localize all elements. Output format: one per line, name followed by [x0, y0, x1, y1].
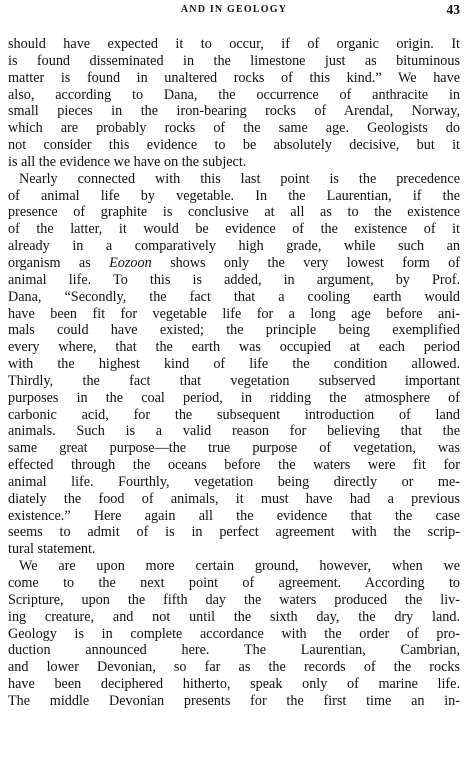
text-line: is all the evidence we have on the subject. — [8, 153, 247, 170]
text-line: of the latter, it would be evidence of the existence of it — [8, 221, 460, 238]
text-line: Nearly connected with this last point is the precedence — [19, 170, 460, 187]
text-line: Thirdly, the fact that vegetation subserved important — [8, 372, 460, 389]
body-text — [8, 36, 460, 710]
text-line: of animal life by vegetable. In the Laurentian, if the — [8, 187, 460, 204]
text-line: small pieces in the iron-bearing rocks of Arendal, Norway, — [8, 103, 460, 120]
text-line: carbonic acid, for the subsequent introduction of land — [8, 406, 460, 423]
text-line: Geology is in complete accordance with the order of pro- — [8, 625, 460, 642]
text-line: which are probably rocks of the same age. Geologists do — [8, 120, 460, 137]
text-line: existence.” Here again all the evidence that the case — [8, 507, 460, 524]
text-line: also, according to Dana, the occurrence of anthracite in — [8, 86, 460, 103]
text-line: matter is found in unaltered rocks of this kind.” We have — [8, 69, 460, 86]
text-line: and lower Devonian, so far as the records of the rocks — [8, 659, 460, 676]
text-line: not consider this evidence to be absolutely decisive, but it — [8, 137, 460, 154]
text-line: mals could have existed; the principle being exemplified — [8, 322, 460, 339]
text-line: seems to admit of is in perfect agreement with the scrip- — [8, 524, 460, 541]
text-line: We are upon more certain ground, however, when we — [19, 558, 460, 575]
italic-genus-name: Eozoon — [109, 254, 152, 271]
paragraph-2 — [8, 171, 460, 558]
text-line: should have expected it to occur, if of organic origin. It — [8, 36, 460, 52]
text-line: organism as Eozoon shows only the very lowest form of — [8, 254, 460, 271]
text-line: effected through the oceans before the waters were fit for — [8, 457, 460, 474]
text-line: is found disseminated in the limestone just as bituminous — [8, 52, 460, 69]
text-line: every where, that the earth was occupied at each period — [8, 339, 460, 356]
text-line: duction announced here. The Laurentian, Cambrian, — [8, 642, 460, 659]
text-line: diately the food of animals, it must have had a previous — [8, 490, 460, 507]
running-head — [8, 2, 460, 22]
paragraph-3 — [8, 558, 460, 710]
text-line: tural statement. — [8, 541, 96, 558]
text-line: animal life. To this is added, in argument, by Prof. — [8, 271, 460, 288]
text-line: already in a comparatively high grade, while such an — [8, 238, 460, 255]
text-line: same great purpose—the true purpose of vegetation, was — [8, 440, 460, 457]
text-line: Dana, “Secondly, the fact that a cooling earth would — [8, 288, 460, 305]
text-line: The middle Devonian presents for the first time an in- — [8, 692, 460, 709]
text-line: ing creature, and not until the sixth day, the dry land. — [8, 608, 460, 625]
text-line: have been deciphered hitherto, speak only of marine life. — [8, 676, 460, 693]
text-line: animals. Such is a valid reason for believing that the — [8, 423, 460, 440]
text-line: animal life. Fourthly, vegetation being directly or me- — [8, 473, 460, 490]
text-line: purposes in the coal period, in ridding the atmosphere of — [8, 389, 460, 406]
running-title: AND IN GEOLOGY — [180, 4, 288, 15]
text-line: with the highest kind of life the condition allowed. — [8, 356, 460, 373]
text-line: come to the next point of agreement. According to — [8, 575, 460, 591]
page-number: 43 — [446, 2, 460, 17]
text-line: presence of graphite is conclusive at all as to the existence — [8, 204, 460, 221]
text-line: have been fit for vegetable life for a long age before ani- — [8, 305, 460, 322]
text-line: Scripture, upon the fifth day the waters produced the liv- — [8, 591, 460, 608]
paragraph-1 — [8, 36, 460, 171]
